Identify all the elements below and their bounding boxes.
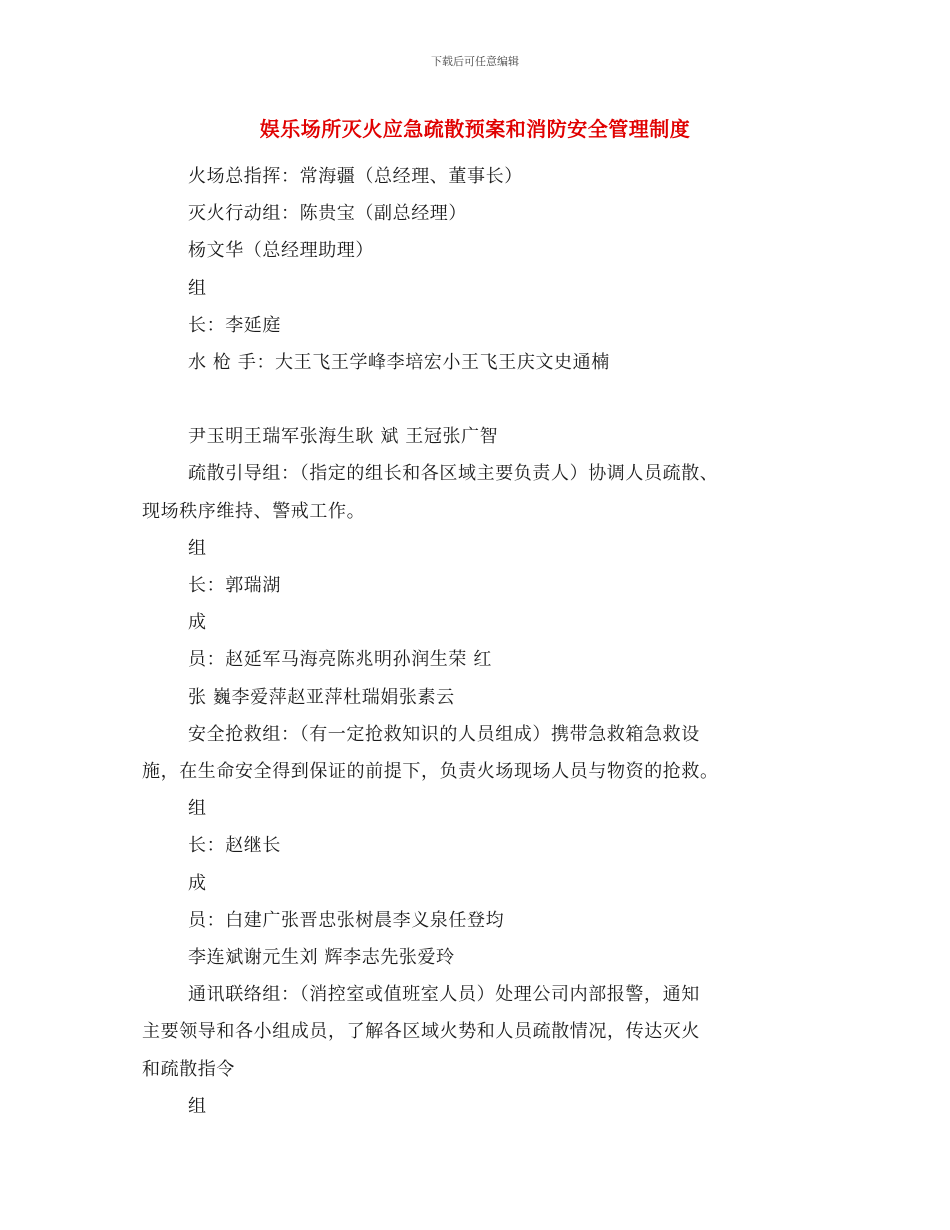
line-communication-group: 通讯联络组：（消控室或值班室人员）处理公司内部报警，通知 [188,984,700,1006]
line-hose-operators: 水 枪 手：大王飞王学峰李培宏小王飞王庆文史通楠 [188,352,610,374]
line-group-leader-label: 组 [188,277,207,299]
line-evacuation-group: 疏散引导组：（指定的组长和各区域主要负责人）协调人员疏散、 [188,463,719,485]
document-body [142,158,822,1125]
line-hose-operators-cont: 尹玉明王瑞军张海生耿 斌 王冠张广智 [188,426,499,448]
line-group-leader: 长：李延庭 [188,314,281,336]
blank-line [142,381,822,418]
line-commander: 火场总指挥：常海疆（总经理、董事长） [188,166,523,187]
line-group-leader-label: 组 [188,1095,207,1117]
line-members: 员：赵延军马海亮陈兆明孙润生荣 红 [188,649,492,671]
line-group-leader: 长：赵继长 [188,835,281,857]
line-group-leader-label: 组 [188,537,207,559]
line-evacuation-group-cont: 现场秩序维持、警戒工作。 [142,500,366,522]
line-communication-group-cont2: 和疏散指令 [142,1058,235,1080]
document-title: 娱乐场所灭火应急疏散预案和消防安全管理制度 [259,117,691,141]
line-group-leader: 长：郭瑞湖 [188,575,281,597]
line-members-cont: 张 巍李爱萍赵亚萍杜瑞娟张素云 [188,686,455,708]
line-firefighting-group: 灭火行动组：陈贵宝（副总经理） [188,203,467,225]
line-members-label: 成 [188,872,207,894]
line-members: 员：白建广张晋忠张树晨李义泉任登均 [188,909,505,931]
line-members-label: 成 [188,612,207,634]
page-header: 下载后可任意编辑 [431,55,519,68]
line-members-cont: 李连斌谢元生刘 辉李志先张爱玲 [188,947,455,969]
line-communication-group-cont: 主要领导和各小组成员，了解各区域火势和人员疏散情况，传达灭火 [142,1021,700,1043]
line-group-leader-label: 组 [188,798,207,820]
line-rescue-group-cont: 施，在生命安全得到保证的前提下，负责火场现场人员与物资的抢救。 [142,761,719,783]
line-firefighting-member: 杨文华（总经理助理） [188,240,374,262]
line-rescue-group: 安全抢救组：（有一定抢救知识的人员组成）携带急救箱急救设 [188,723,700,745]
